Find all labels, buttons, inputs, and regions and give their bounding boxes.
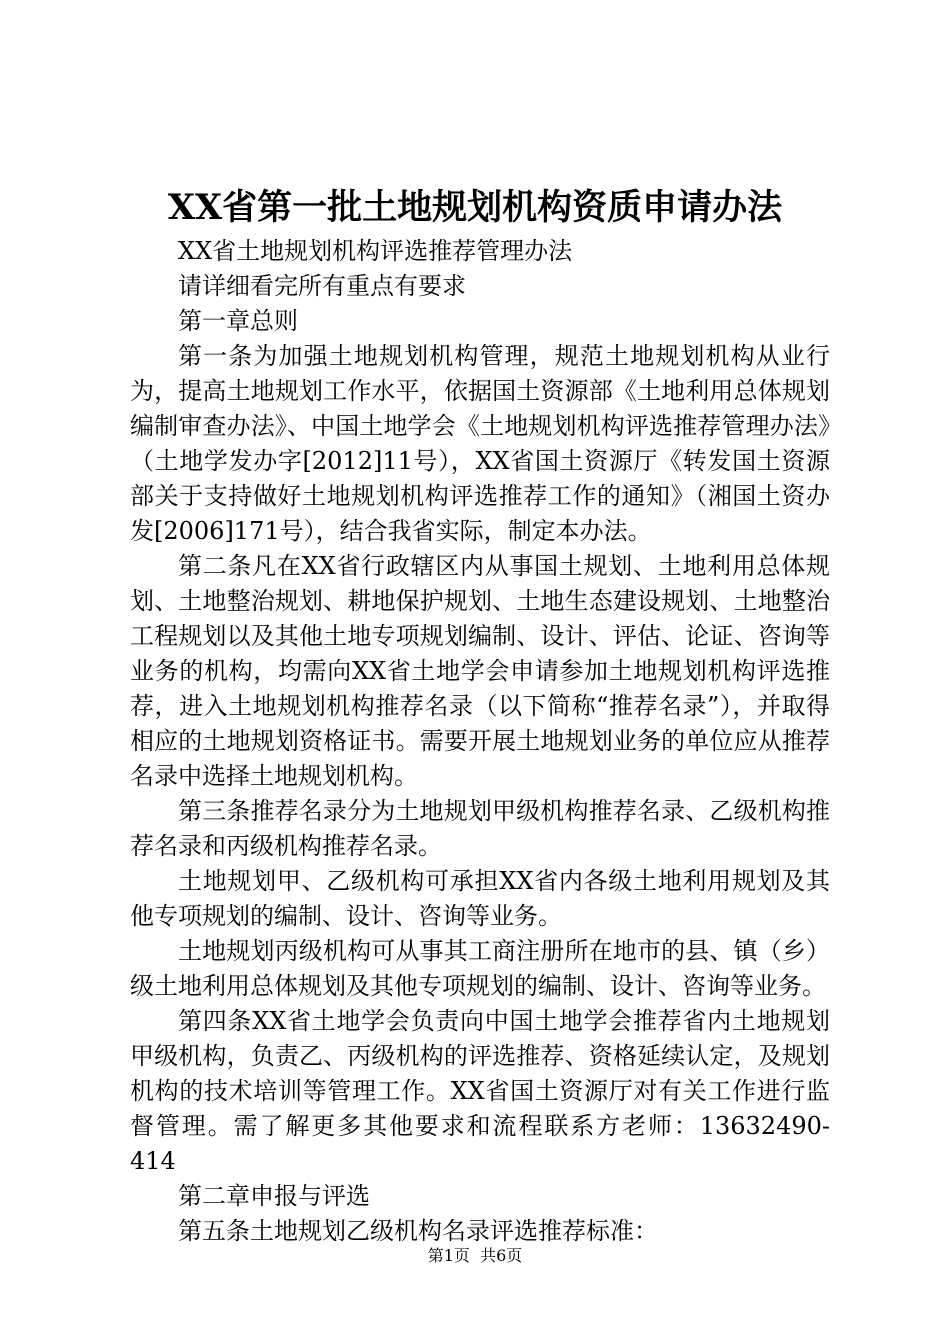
article-paragraph: 第四条XX省土地学会负责向中国土地学会推荐省内土地规划甲级机构，负责乙、丙级机构的评选推荐、资格延续认定，及规划机构的技术培训等管理工作。XX省国土资源厅对有关工作进行监督管理。需了解更多其他要求和流程联系方老师：13632490-414 [130,1007,830,1175]
article-paragraph: 土地规划甲、乙级机构可承担XX省内各级土地利用规划及其他专项规划的编制、设计、咨询等业务。 [130,867,830,930]
document-title: XX省第一批土地规划机构资质申请办法 [167,187,783,228]
chapter-heading: 第二章申报与评选 [178,1182,370,1210]
chapter-heading: 第一章总则 [178,307,298,335]
note-paragraph: 请详细看完所有重点有要求 [178,272,466,300]
document-body [130,234,830,1249]
page-number: 第1页 共6页 [427,1246,523,1265]
article-paragraph: 土地规划丙级机构可从事其工商注册所在地市的县、镇（乡）级土地利用总体规划及其他专项规划的编制、设计、咨询等业务。 [130,937,830,1000]
article-paragraph: 第二条凡在XX省行政辖区内从事国土规划、土地利用总体规划、土地整治规划、耕地保护规划、土地生态建设规划、土地整治工程规划以及其他土地专项规划编制、设计、评估、论证、咨询等业务的机构，均需向XX省土地学会申请参加土地规划机构评选推荐，进入土地规划机构推荐名录（以下简称“推荐名录”），并取得相应的土地规划资格证书。需要开展土地规划业务的单位应从推荐名录中选择土地规划机构。 [130,552,830,790]
article-paragraph: 第五条土地规划乙级机构名录评选推荐标准： [178,1217,658,1245]
subtitle-paragraph: XX省土地规划机构评选推荐管理办法 [178,237,573,265]
page-footer [0,1245,950,1267]
article-paragraph: 第一条为加强土地规划机构管理，规范土地规划机构从业行为，提高土地规划工作水平，依据国土资源部《土地利用总体规划编制审查办法》、中国土地学会《土地规划机构评选推荐管理办法》（土地学发办字[2012]11号），XX省国土资源厅《转发国土资源部关于支持做好土地规划机构评选推荐工作的通知》（湘国土资办发[2006]171号），结合我省实际，制定本办法。 [130,342,830,545]
article-paragraph: 第三条推荐名录分为土地规划甲级机构推荐名录、乙级机构推荐名录和丙级机构推荐名录。 [130,797,830,860]
